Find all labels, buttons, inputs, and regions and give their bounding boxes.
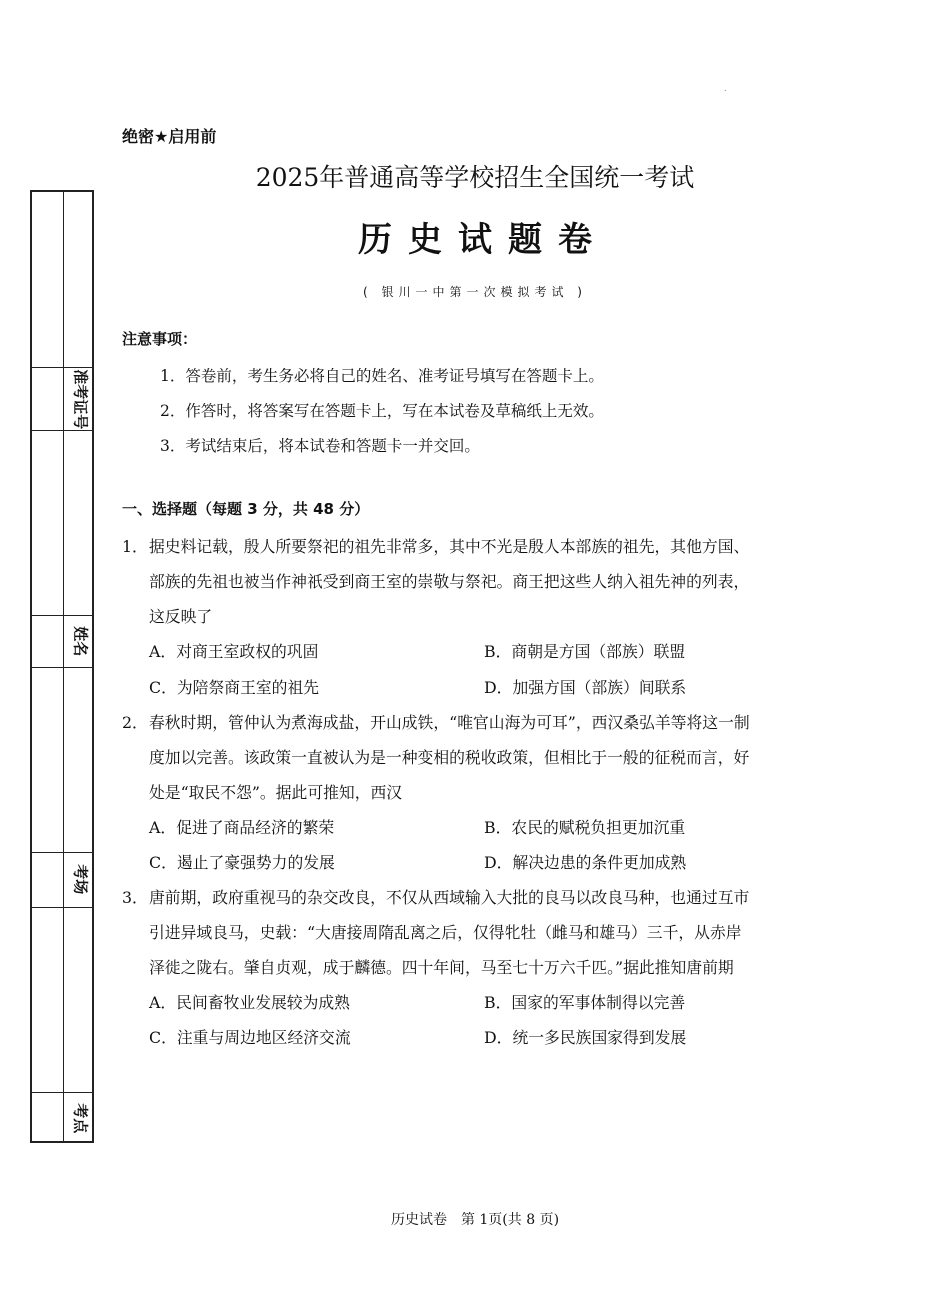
option-c: C．注重与周边地区经济交流 <box>149 1028 351 1047</box>
side-label-exam-room: 考场 <box>71 864 90 895</box>
section-title: 一、选择题（每题 3 分，共 48 分） <box>122 500 370 518</box>
binding-side-panel <box>30 190 94 1143</box>
option-c: C．遏止了豪强势力的发展 <box>149 853 335 872</box>
question-text-line: 度加以完善。该政策一直被认为是一种变相的税收政策，但相比于一般的征税而言，好 <box>149 748 750 767</box>
option-c: C．为陪祭商王室的祖先 <box>149 678 320 697</box>
option-a: A．促进了商品经济的繁荣 <box>149 818 335 837</box>
question-text-line: 引进异域良马，史载：“大唐接周隋乱离之后，仅得牝牡（雌马和雄马）三千，从赤岸 <box>149 923 742 942</box>
option-b: B．农民的赋税负担更加沉重 <box>484 818 686 837</box>
question-text-line: 处是“取民不怨”。据此可推知，西汉 <box>149 783 403 802</box>
option-a: A．民间畜牧业发展较为成熟 <box>149 993 350 1012</box>
question-number: 1． <box>122 537 148 556</box>
side-panel-rule <box>32 667 92 668</box>
question-text-line: 泽徙之陇右。肇自贞观，成于麟德。四十年间，马至七十万六千匹。”据此推知唐前期 <box>149 958 734 977</box>
question-text-line: 唐前期，政府重视马的杂交改良，不仅从西域输入大批的良马以改良马种，也通过互市 <box>149 888 750 907</box>
side-label-exam-site: 考点 <box>71 1102 90 1134</box>
option-a: A．对商王室政权的巩固 <box>149 642 319 661</box>
side-panel-rule <box>32 852 92 853</box>
question-text-line: 据史料记载，殷人所要祭祀的祖先非常多，其中不光是殷人本部族的祖先，其他方国、 <box>149 537 750 556</box>
question-text-line: 这反映了 <box>149 607 213 626</box>
notes-title: 注意事项： <box>122 330 198 348</box>
question-number: 3． <box>122 888 148 907</box>
side-panel-rule <box>32 430 92 431</box>
exam-title: 2025年普通高等学校招生全国统一考试 <box>255 163 695 192</box>
subject-title: 历史试题卷 <box>358 220 608 260</box>
option-d: D．加强方国（部族）间联系 <box>484 678 687 697</box>
note-item: 3．考试结束后，将本试卷和答题卡一并交回。 <box>160 437 480 455</box>
side-panel-rule <box>32 907 92 908</box>
side-label-name: 姓名 <box>71 625 90 657</box>
note-item: 1．答卷前，考生务必将自己的姓名、准考证号填写在答题卡上。 <box>160 367 604 385</box>
note-item: 2．作答时，将答案写在答题卡上，写在本试卷及草稿纸上无效。 <box>160 402 604 420</box>
option-d: D．统一多民族国家得到发展 <box>484 1028 687 1047</box>
confidential-label: 绝密★启用前 <box>122 127 217 146</box>
option-d: D．解决边患的条件更加成熟 <box>484 853 687 872</box>
side-label-exam-id: 准考证号 <box>71 368 90 430</box>
question-text-line: 部族的先祖也被当作神祇受到商王室的崇敬与祭祀。商王把这些人纳入祖先神的列表， <box>149 572 750 591</box>
side-panel-rule <box>32 1092 92 1093</box>
side-panel-rule <box>32 615 92 616</box>
corner-mark: . <box>724 84 727 93</box>
question-number: 2． <box>122 713 148 732</box>
option-b: B．国家的军事体制得以完善 <box>484 993 686 1012</box>
side-panel-rule <box>32 367 92 368</box>
school-note: ( 银川一中第一次模拟考试 ) <box>363 285 587 299</box>
option-b: B．商朝是方国（部族）联盟 <box>484 642 686 661</box>
page-footer: 历史试卷 第 1页(共 8 页) <box>390 1212 560 1228</box>
question-text-line: 春秋时期，管仲认为煮海成盐，开山成铁，“唯官山海为可耳”，西汉桑弘羊等将这一制 <box>149 713 750 732</box>
